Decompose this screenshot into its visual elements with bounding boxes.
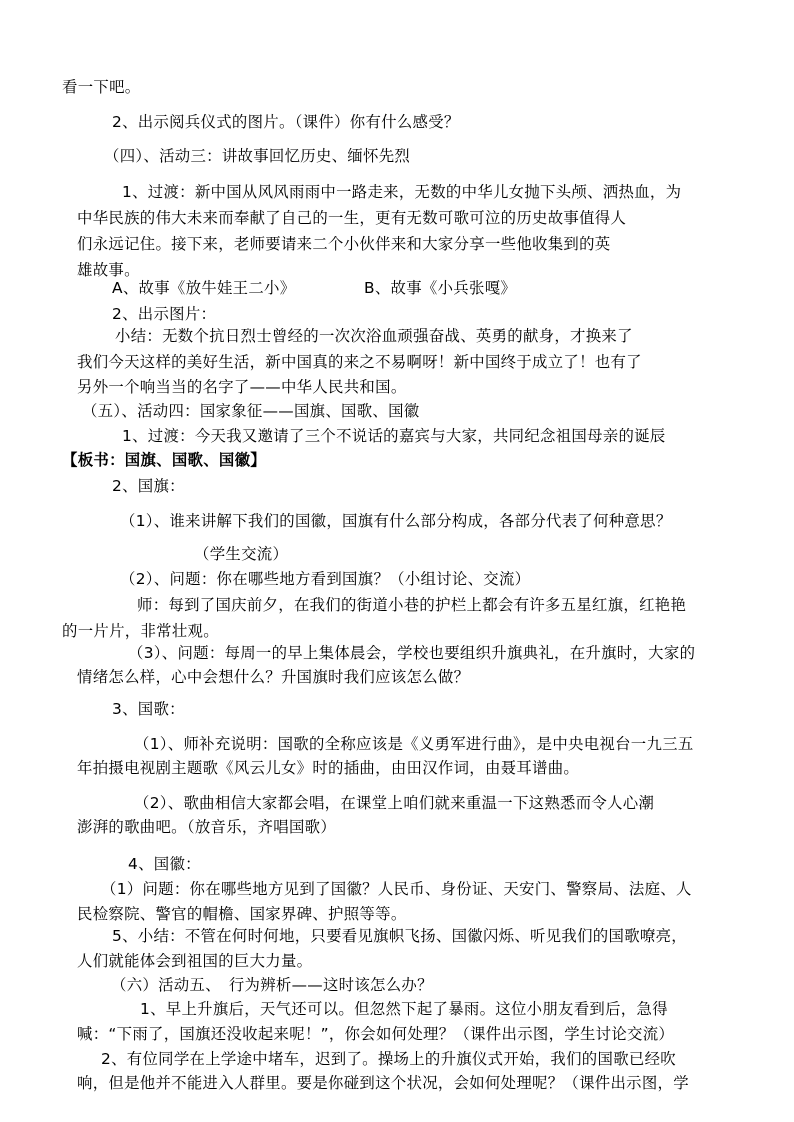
board-note: 【板书：国旗、国歌、国徽】 [62, 451, 266, 469]
text-line: 澎湃的歌曲吧。（放音乐，齐唱国歌） [77, 818, 337, 836]
text-line: 民检察院、警官的帽檐、国家界碑、护照等等。 [77, 905, 407, 923]
text-line: （1）、师补充说明：国歌的全称应该是《义勇军进行曲》，是中央电视台一九三五 [134, 735, 694, 753]
section-heading: （五）、活动四：国家象征——国旗、国歌、国徽 [82, 402, 420, 420]
text-line: 2、有位同学在上学途中堵车，迟到了。操场上的升旗仪式开始，我们的国歌已经吹 [101, 1050, 676, 1068]
text-line: （2）、问题：你在哪些地方看到国旗？（小组讨论、交流） [120, 570, 531, 588]
text-line: 3、国歌： [112, 700, 185, 718]
text-line: （2）、歌曲相信大家都会唱，在课堂上咱们就来重温一下这熟悉而令人心潮 [134, 794, 655, 812]
text-line: 的一片片，非常壮观。 [62, 622, 219, 640]
text-line: 响，但是他并不能进入人群里。要是你碰到这个状况，会如何处理呢？（课件出示图，学 [77, 1074, 689, 1092]
text-line: （1）问题：你在哪些地方见到了国徽？人民币、身份证、天安门、警察局、法庭、人 [101, 880, 692, 898]
text-line: 人们就能体会到祖国的巨大力量。 [77, 952, 313, 970]
text-line: 1、过渡：新中国从风风雨雨中一路走来，无数的中华儿女抛下头颅、洒热血，为 [122, 183, 682, 201]
text-line: 2、出示阅兵仪式的图片。（课件）你有什么感受？ [112, 113, 460, 131]
text-line: 1、过渡：今天我又邀请了三个不说话的嘉宾与大家，共同纪念祖国母亲的诞辰 [122, 427, 666, 445]
text-line: 雄故事。 [77, 261, 140, 279]
text-line: 2、国旗： [112, 477, 185, 495]
story-a: A、故事《放牛娃王二小》 [112, 279, 296, 297]
text-line: （1）、谁来讲解下我们的国徽，国旗有什么部分构成，各部分代表了何种意思？ [120, 512, 672, 530]
section-heading: （四）、活动三：讲故事回忆历史、缅怀先烈 [104, 147, 411, 165]
text-line: 看一下吧。 [62, 78, 141, 96]
text-line: 师：每到了国庆前夕，在我们的街道小巷的护栏上都会有许多五星红旗，红艳艳 [137, 596, 687, 614]
text-line: 我们今天这样的美好生活，新中国真的来之不易啊呀！新中国终于成立了！也有了 [77, 353, 642, 371]
text-line: 中华民族的伟大未来而奉献了自己的一生，更有无数可歌可泣的历史故事值得人 [77, 209, 627, 227]
text-line: 情绪怎么样，心中会想什么？升国旗时我们应该怎么做？ [77, 668, 470, 686]
text-line: （学生交流） [194, 545, 289, 563]
text-line: 小结：无数个抗日烈士曾经的一次次浴血顽强奋战、英勇的献身，才换来了 [115, 327, 633, 345]
text-line: 5、小结：不管在何时何地，只要看见旗帜飞扬、国徽闪烁、听见我们的国歌嘹亮， [112, 927, 687, 945]
text-line: 2、出示图片： [112, 305, 217, 323]
story-b: B、故事《小兵张嘎》 [364, 279, 517, 297]
text-line: （3）、问题：每周一的早上集体晨会，学校也要组织升旗典礼，在升旗时，大家的 [128, 644, 696, 662]
section-heading: （六）活动五、 行为辨析——这时该怎么办？ [111, 976, 433, 994]
text-line: 另外一个响当当的名字了——中华人民共和国。 [77, 378, 407, 396]
text-line: 喊：“下雨了，国旗还没收起来呢！”，你会如何处理？（课件出示图，学生讨论交流） [77, 1025, 675, 1043]
text-line: 1、早上升旗后，天气还可以。但忽然下起了暴雨。这位小朋友看到后，急得 [140, 1000, 668, 1018]
text-line: 们永远记住。接下来，老师要请来二个小伙伴来和大家分享一些他收集到的英 [77, 235, 611, 253]
text-line: 年拍摄电视剧主题歌《风云儿女》时的插曲，由田汉作词，由聂耳谱曲。 [77, 759, 580, 777]
text-line: 4、国徽： [128, 855, 201, 873]
